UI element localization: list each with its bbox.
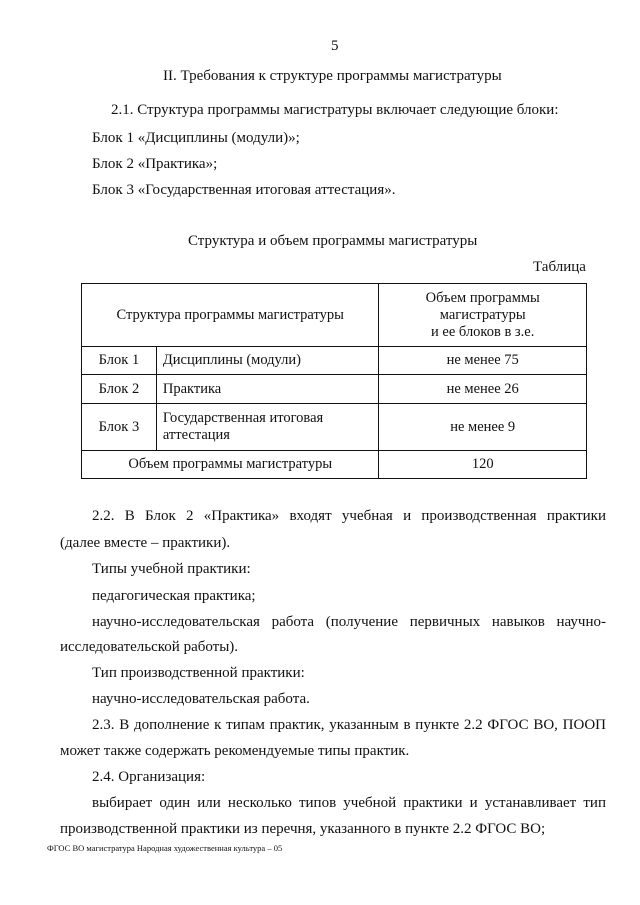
edu-type-item-line1: научно-исследовательская работа (получение первичных навыков научно-: [92, 614, 606, 630]
paragraph-2-2-line1: 2.2. В Блок 2 «Практика» входят учебная и производственная практики: [92, 508, 606, 524]
total-value: 120: [379, 451, 587, 479]
volume-cell: не менее 26: [379, 375, 587, 404]
paragraph-2-3-line2: может также содержать рекомендуемые типы практик.: [60, 743, 410, 759]
paragraph-2-4-text-line1: выбирает один или несколько типов учебной практики и устанавливает тип: [92, 795, 606, 811]
name-cell: [156, 404, 379, 451]
prod-type-heading: Тип производственной практики:: [92, 665, 305, 681]
section-title: II. Требования к структуре программы магистратуры: [163, 68, 502, 84]
table-total-row: [82, 451, 587, 479]
table-row: [82, 404, 587, 451]
block-list-item: Блок 2 «Практика»;: [92, 156, 218, 172]
table-label: Таблица: [533, 259, 586, 275]
structure-table: [81, 283, 587, 479]
paragraph-2-4: 2.4. Организация:: [92, 769, 206, 785]
edu-type-item-line2: исследовательской работы).: [60, 639, 239, 655]
table-row: [82, 347, 587, 375]
paragraph-2-1: 2.1. Структура программы магистратуры включает следующие блоки:: [111, 102, 559, 118]
paragraph-2-2-line2: (далее вместе – практики).: [60, 535, 231, 551]
volume-cell: не менее 9: [379, 404, 587, 451]
header-volume-line: и ее блоков в з.е.: [431, 323, 535, 340]
volume-cell: не менее 75: [379, 347, 587, 375]
header-structure: Структура программы магистратуры: [82, 284, 379, 347]
table-caption: Структура и объем программы магистратуры: [188, 233, 478, 249]
block-list-item: Блок 3 «Государственная итоговая аттестация».: [92, 182, 396, 198]
edu-type-item: педагогическая практика;: [92, 588, 256, 604]
header-volume-line: магистратуры: [439, 306, 526, 323]
name-line: аттестация: [162, 427, 230, 443]
name-cell: Дисциплины (модули): [156, 347, 379, 375]
prod-type-item: научно-исследовательская работа.: [92, 691, 310, 707]
name-line: Государственная итоговая: [162, 410, 324, 426]
header-volume-line: Объем программы: [425, 289, 540, 306]
name-cell: Практика: [156, 375, 379, 404]
block-list-item: Блок 1 «Дисциплины (модули)»;: [92, 130, 300, 146]
paragraph-2-3-line1: 2.3. В дополнение к типам практик, указанным в пункте 2.2 ФГОС ВО, ПООП: [92, 717, 606, 733]
total-label: Объем программы магистратуры: [82, 451, 379, 479]
header-volume: [379, 284, 587, 347]
block-cell: Блок 1: [82, 347, 157, 375]
page-number: 5: [331, 38, 339, 54]
table-header-row: [82, 284, 587, 347]
footer-note: ФГОС ВО магистратура Народная художественная культура – 05: [47, 843, 283, 853]
paragraph-2-4-text-line2: производственной практики из перечня, указанного в пункте 2.2 ФГОС ВО;: [60, 821, 546, 837]
block-cell: Блок 3: [82, 404, 157, 451]
edu-types-heading: Типы учебной практики:: [92, 561, 251, 577]
block-cell: Блок 2: [82, 375, 157, 404]
table-row: [82, 375, 587, 404]
